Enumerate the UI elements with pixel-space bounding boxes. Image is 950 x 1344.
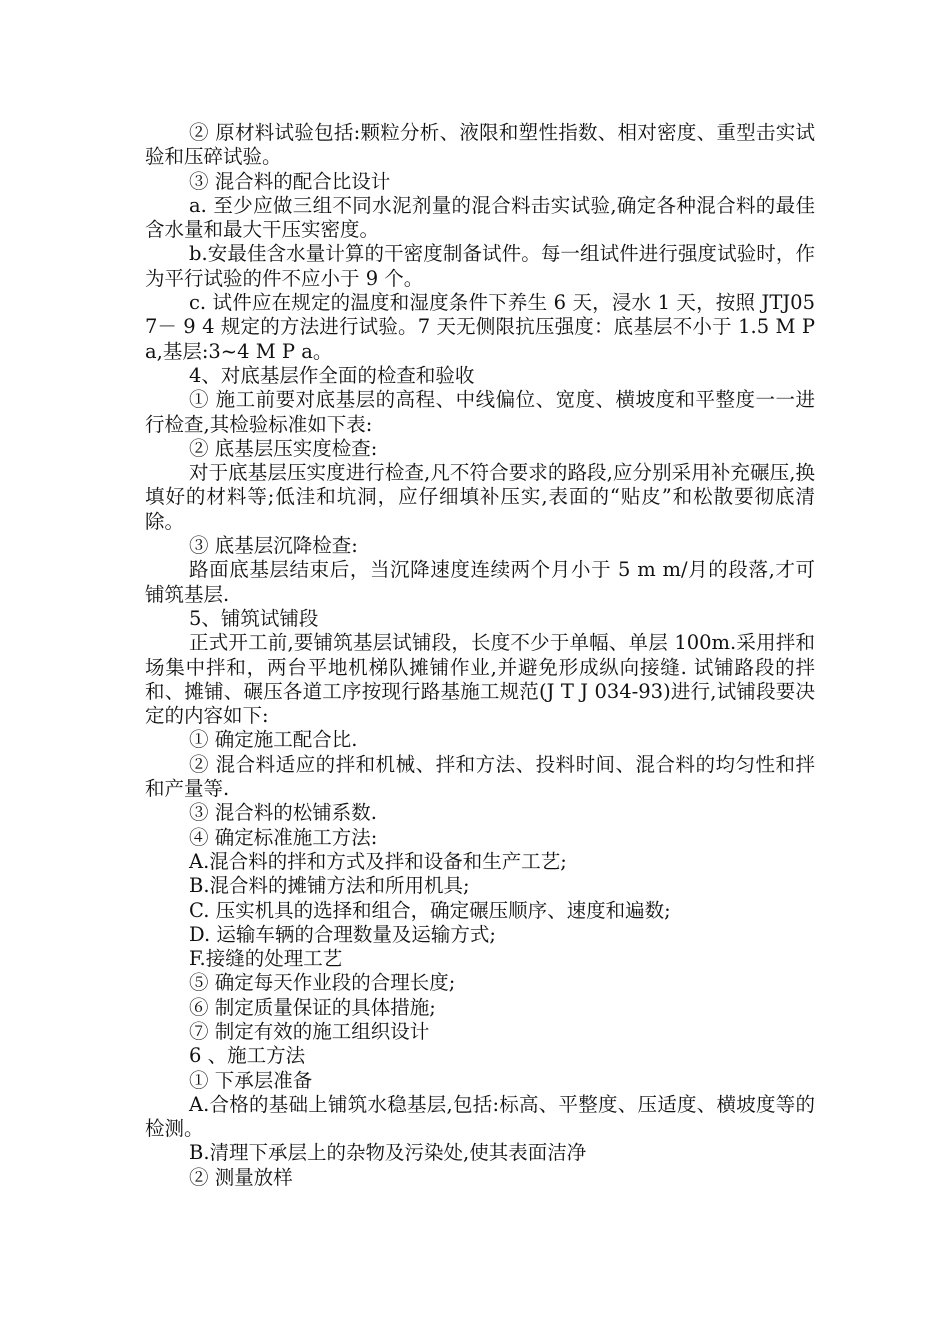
list-item-daily-length: ⑤ 确定每天作业段的合理长度; — [189, 971, 456, 995]
paragraph-item-a: a. 至少应做三组不同水泥剂量的混合料击实试验,确定各种混合料的最佳含水量和最大干压实密度。 — [145, 193, 815, 242]
paragraph-compaction-check-heading: ② 底基层压实度检查: — [189, 436, 378, 460]
document-body — [145, 121, 815, 1190]
list-item-a-mixing-mode: A.混合料的拌和方式及拌和设备和生产工艺; — [189, 849, 567, 873]
list-item-quality-measures: ⑥ 制定质量保证的具体措施; — [189, 995, 436, 1019]
paragraph-mix-design-heading: ③ 混合料的配合比设计 — [189, 169, 391, 193]
paragraph-settlement-check: 路面底基层结束后，当沉降速度连续两个月小于 5 m m/月的段落,才可铺筑基层. — [145, 558, 815, 606]
list-item-construction-organization: ⑦ 制定有效的施工组织设计 — [189, 1019, 430, 1043]
paragraph-underlying-layer-a: A.合格的基础上铺筑水稳基层,包括:标高、平整度、压适度、横坡度等的检测。 — [145, 1092, 815, 1141]
list-item-b-paving-method: B.混合料的摊铺方法和所用机具; — [189, 874, 470, 898]
paragraph-survey-setout-heading: ② 测量放样 — [189, 1165, 293, 1189]
paragraph-raw-material-tests: ② 原材料试验包括:颗粒分析、液限和塑性指数、相对密度、重型击实试验和压碎试验。 — [145, 121, 815, 169]
list-item-loose-paving-coefficient: ③ 混合料的松铺系数. — [189, 801, 377, 825]
section-heading-4: 4、对底基层作全面的检查和验收 — [189, 363, 475, 387]
paragraph-trial-section: 正式开工前,要铺筑基层试铺段，长度不少于单幅、单层 100m.采用拌和场集中拌和，两台平地机梯队摊铺作业,并避免形成纵向接缝. 试铺路段的拌和、摊铺、碾压各道工序按现行路基施工规范(J T J 034-93)进行,试铺段要决定的内容如下: — [145, 631, 815, 728]
list-item-mix-ratio: ① 确定施工配合比. — [189, 728, 358, 752]
list-item-f-joint-treatment: F.接缝的处理工艺 — [189, 947, 343, 971]
list-item-c-compaction-equipment: C. 压实机具的选择和组合，确定碾压顺序、速度和遍数; — [189, 898, 671, 922]
section-heading-6: 6 、施工方法 — [189, 1044, 306, 1068]
list-item-d-transport-vehicles: D. 运输车辆的合理数量及运输方式; — [189, 922, 496, 946]
paragraph-settlement-check-heading: ③ 底基层沉降检查: — [189, 534, 358, 558]
paragraph-underlying-layer-b: B.清理下承层上的杂物及污染处,使其表面洁净 — [189, 1141, 587, 1165]
paragraph-subbase-inspection: ① 施工前要对底基层的高程、中线偏位、宽度、横坡度和平整度一一进行检查,其检验标准如下表: — [145, 388, 815, 436]
paragraph-item-b: b.安最佳含水量计算的干密度制备试件。每一组试件进行强度试验时，作为平行试验的件不应小于 9 个。 — [145, 242, 815, 290]
list-item-standard-method: ④ 确定标准施工方法: — [189, 825, 378, 849]
paragraph-underlying-layer-heading: ① 下承层准备 — [189, 1068, 313, 1092]
list-item-mixing-machinery: ② 混合料适应的拌和机械、拌和方法、投料时间、混合料的均匀性和拌和产量等. — [145, 752, 815, 801]
paragraph-item-c: c. 试件应在规定的温度和湿度条件下养生 6 天，浸水 1 天，按照 JTJ057－ 9 4 规定的方法进行试验。7 天无侧限抗压强度：底基层不小于 1.5 M Pa,基层:3~4 M P a。 — [145, 291, 815, 363]
paragraph-compaction-check: 对于底基层压实度进行检查,凡不符合要求的路段,应分别采用补充碾压,换填好的材料等;低洼和坑洞，应仔细填补压实,表面的“贴皮”和松散要彻底清除。 — [145, 461, 815, 533]
section-heading-5: 5、铺筑试铺段 — [189, 606, 319, 630]
